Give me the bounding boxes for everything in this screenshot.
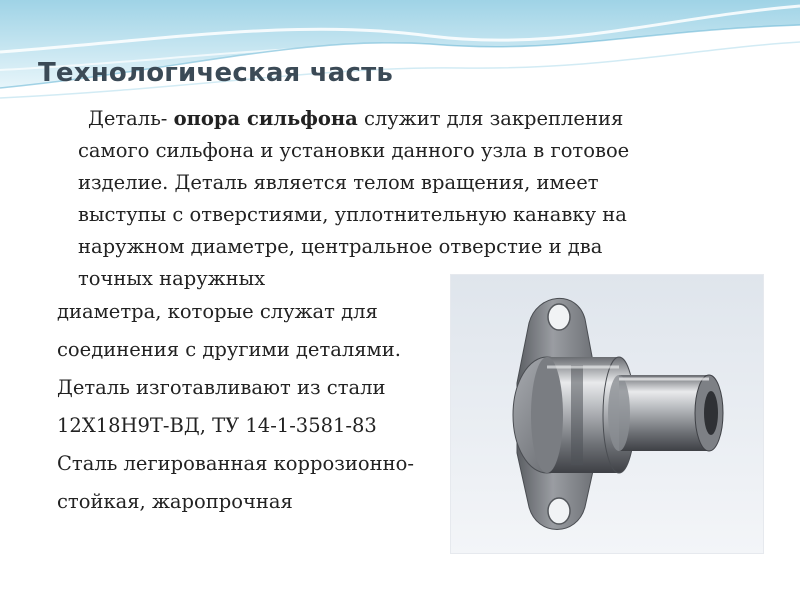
text-line: 12Х18Н9Т-ВД, ТУ 14-1-3581-83: [57, 414, 377, 437]
text-line: соединения с другими деталями.: [57, 338, 401, 361]
part-3d-render-image: [450, 274, 764, 554]
text-line: стойкая, жаропрочная: [57, 490, 293, 513]
paragraph-line-6: точных наружных: [78, 267, 266, 290]
paragraph-line-5: наружном диаметре, центральное отверстие и два: [78, 235, 603, 258]
part-name-term: опора сильфона: [173, 107, 358, 130]
paragraph-line-2: самого сильфона и установки данного узла в готовое: [78, 139, 630, 162]
paragraph-line-1-rest: служит для закрепления: [357, 107, 624, 130]
text-line: Деталь изготавливают из стали: [57, 376, 386, 399]
paragraph-prefix: Деталь-: [88, 107, 174, 130]
slide-title: Технологическая часть: [38, 58, 394, 88]
paragraph-line-3: изделие. Деталь является телом вращения, имеет: [78, 171, 599, 194]
paragraph-line-4: выступы с отверстиями, уплотнительную канавку на: [78, 203, 627, 226]
text-line: диаметра, которые служат для: [57, 300, 378, 323]
continuation-text: [57, 296, 457, 524]
text-line: Сталь легированная коррозионно-: [57, 452, 414, 475]
bellows-support-part-drawing: [451, 275, 763, 553]
description-paragraph: [78, 103, 768, 295]
